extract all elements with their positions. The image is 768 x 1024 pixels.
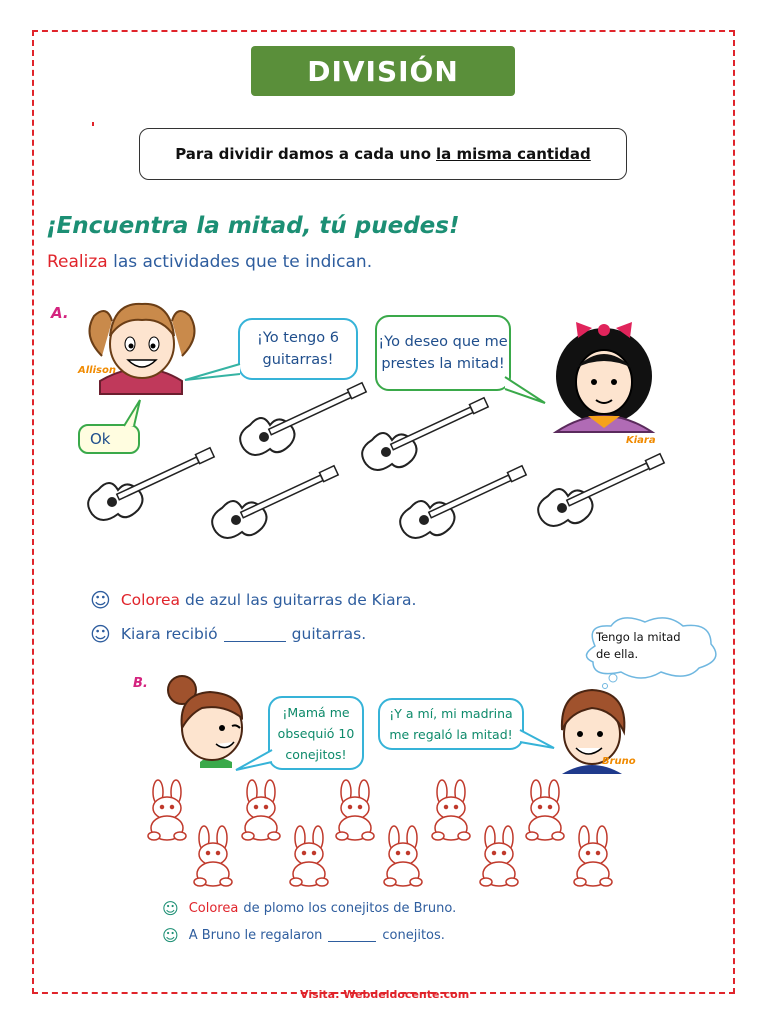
- smiley-icon: ☺: [90, 588, 111, 612]
- girl-bubble-tail: [236, 748, 276, 772]
- task-a1-verb: Colorea: [120, 591, 181, 609]
- allison-reply: Ok: [90, 430, 111, 448]
- allison-bubble: ¡Yo tengo 6 guitarras!: [238, 318, 358, 380]
- bruno-bubble: ¡Y a mí, mi madrina me regaló la mitad!: [378, 698, 524, 750]
- bunny-icon: [288, 826, 332, 888]
- bunny-icon: [524, 780, 568, 842]
- rule-box: [139, 128, 627, 180]
- instruction-verb: Realiza: [47, 252, 108, 272]
- answer-blank[interactable]: [328, 929, 376, 942]
- kiara-name: Kiara: [626, 435, 656, 446]
- bruno-thought: Tengo la mitad de ella.: [596, 630, 681, 661]
- bunny-icon: [572, 826, 616, 888]
- kiara-bubble: ¡Yo deseo que me prestes la mitad!: [375, 315, 511, 391]
- kiara-illustration: [546, 320, 662, 438]
- task-a1: [90, 588, 416, 612]
- section-a-label: A.: [51, 304, 69, 322]
- task-b1: [162, 899, 456, 918]
- activity-heading: ¡Encuentra la mitad, tú puedes!: [46, 213, 460, 239]
- task-a2-after: guitarras.: [291, 625, 367, 643]
- guitar-icon: [212, 478, 342, 558]
- ok-bubble-tail: [118, 400, 148, 428]
- guitar-icon: [88, 460, 218, 540]
- allison-illustration: [82, 296, 202, 394]
- bunny-icon: [240, 780, 284, 842]
- answer-blank[interactable]: [224, 627, 286, 642]
- allison-name: Allison: [78, 365, 116, 376]
- page-title: DIVISIÓN: [251, 46, 515, 96]
- bruno-name: Bruno: [602, 756, 636, 767]
- smiley-icon: ☺: [162, 899, 179, 918]
- kiara-bubble-tail: [505, 375, 550, 405]
- smiley-icon: ☺: [90, 622, 111, 646]
- stray-mark: [92, 122, 94, 126]
- smiley-icon: ☺: [162, 926, 179, 945]
- task-b1-verb: Colorea: [188, 901, 239, 916]
- instruction-rest: las actividades que te indican.: [113, 252, 373, 272]
- footer-credit: Visita: Webdeldocente.com: [300, 988, 470, 1001]
- instruction: [47, 252, 372, 272]
- allison-bubble-tail: [185, 360, 245, 384]
- guitar-icon: [538, 466, 668, 546]
- task-a1-text: de azul las guitarras de Kiara.: [185, 591, 417, 609]
- bunny-icon: [430, 780, 474, 842]
- allison-reply-bubble: [78, 424, 140, 454]
- bunny-icon: [478, 826, 522, 888]
- bunny-icon: [382, 826, 426, 888]
- guitar-icon: [240, 395, 370, 475]
- guitar-icon: [400, 478, 530, 558]
- task-a2-before: Kiara recibió: [120, 625, 218, 643]
- task-b2-after: conejitos.: [382, 928, 445, 943]
- bunny-icon: [192, 826, 236, 888]
- rule-underlined: la misma cantidad: [436, 145, 591, 163]
- bunny-icon: [334, 780, 378, 842]
- section-b-label: B.: [133, 676, 148, 691]
- bunny-icon: [146, 780, 190, 842]
- task-b2-before: A Bruno le regalaron: [188, 928, 323, 943]
- task-b1-text: de plomo los conejitos de Bruno.: [243, 901, 457, 916]
- task-a2: [90, 622, 366, 646]
- rule-text: Para dividir damos a cada uno: [175, 145, 432, 163]
- task-b2: [162, 926, 445, 945]
- girl-bubble: ¡Mamá me obsequió 10 conejitos!: [268, 696, 364, 770]
